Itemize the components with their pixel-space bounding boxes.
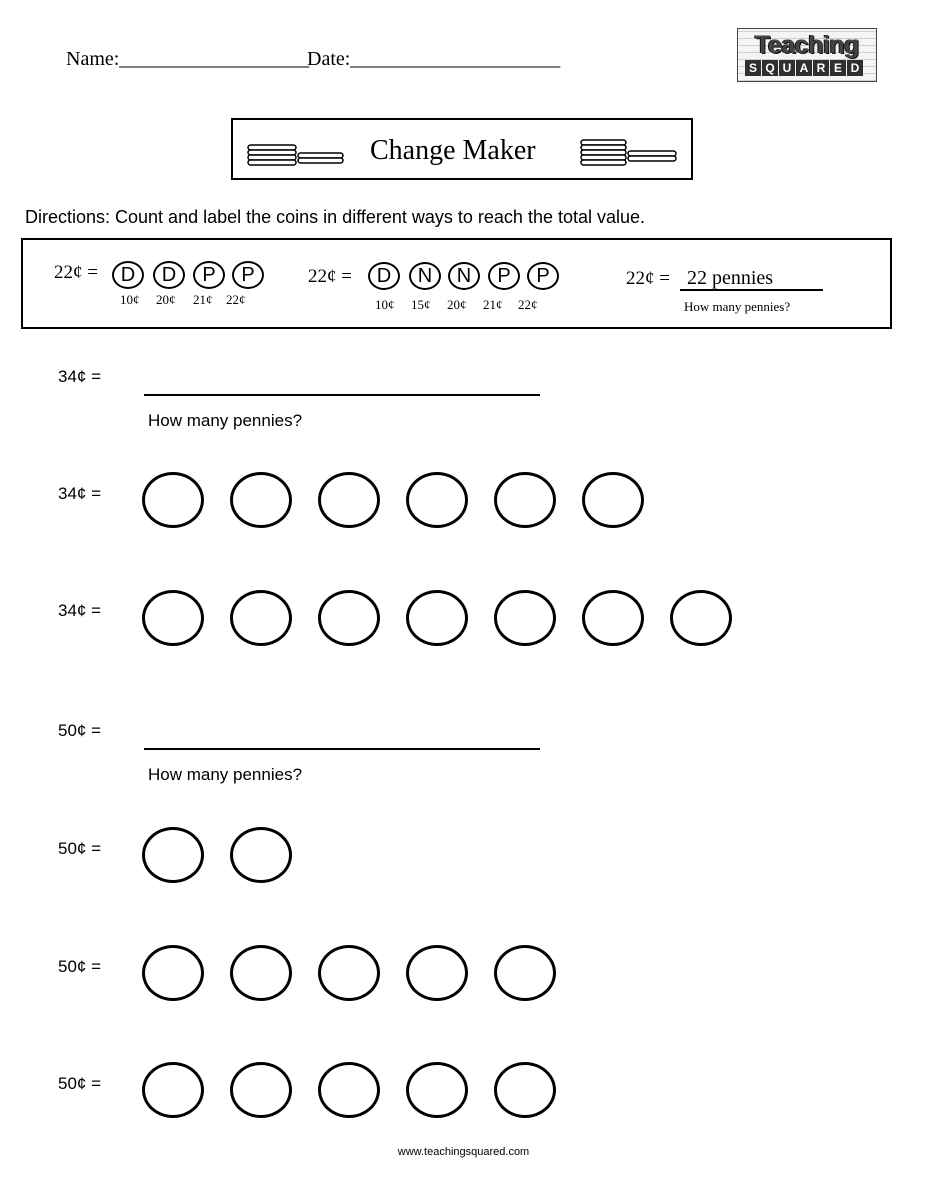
coin-blank[interactable] <box>582 590 644 646</box>
example-coin: D <box>112 261 144 289</box>
directions-text: Directions: Count and label the coins in different ways to reach the total value. <box>25 207 646 227</box>
example-running-total: 20¢ <box>156 292 176 307</box>
coin-blank[interactable] <box>406 945 468 1001</box>
example-running-total: 22¢ <box>226 292 246 307</box>
example-coin: D <box>368 262 400 290</box>
example-coin: D <box>153 261 185 289</box>
coin-blank[interactable] <box>142 827 204 883</box>
example-coin: P <box>232 261 264 289</box>
example-3-answer-line <box>680 289 823 291</box>
coin-blank[interactable] <box>406 1062 468 1118</box>
footer-url: www.teachingsquared.com <box>397 1146 530 1158</box>
example-running-total: 21¢ <box>193 292 213 307</box>
coin-blank[interactable] <box>230 472 292 528</box>
coin-blank[interactable] <box>494 1062 556 1118</box>
example-3-label: 22¢ = <box>626 268 670 289</box>
logo-letter: S <box>745 60 761 76</box>
example-coin: N <box>409 262 441 290</box>
coin-blank[interactable] <box>230 827 292 883</box>
pennies-question: How many pennies? <box>148 765 303 784</box>
problem-label: 50¢ = <box>58 721 102 740</box>
coin-blank[interactable] <box>406 472 468 528</box>
coin-blank[interactable] <box>670 590 732 646</box>
coin-stack-left-icon <box>246 139 346 169</box>
coin-blank[interactable] <box>318 472 380 528</box>
logo-teaching-text: Teaching <box>755 31 859 59</box>
example-running-total: 22¢ <box>518 297 538 312</box>
example-1-label: 22¢ = <box>54 262 98 283</box>
logo-letter: U <box>779 60 795 76</box>
coin-stack-right-icon <box>579 137 679 167</box>
example-coin: P <box>193 261 225 289</box>
example-coin: N <box>448 262 480 290</box>
problem-label: 50¢ = <box>58 1074 102 1093</box>
example-running-total: 21¢ <box>483 297 503 312</box>
example-running-total: 20¢ <box>447 297 467 312</box>
pennies-answer-line[interactable] <box>144 748 540 750</box>
example-3-answer: 22 pennies <box>687 267 774 289</box>
problem-label: 50¢ = <box>58 957 102 976</box>
page-title: Change Maker <box>370 135 536 166</box>
problem-label: 50¢ = <box>58 839 102 858</box>
pennies-question: How many pennies? <box>148 411 303 430</box>
coin-blank[interactable] <box>318 1062 380 1118</box>
coin-blank[interactable] <box>230 945 292 1001</box>
coin-blank[interactable] <box>318 590 380 646</box>
coin-blank[interactable] <box>230 1062 292 1118</box>
example-3-sublabel: How many pennies? <box>684 299 791 314</box>
coin-blank[interactable] <box>142 945 204 1001</box>
problem-label: 34¢ = <box>58 367 102 386</box>
example-running-total: 10¢ <box>375 297 395 312</box>
logo-letter: A <box>796 60 812 76</box>
coin-blank[interactable] <box>230 590 292 646</box>
example-coin: P <box>488 262 520 290</box>
example-running-total: 15¢ <box>411 297 431 312</box>
coin-blank[interactable] <box>494 472 556 528</box>
coin-blank[interactable] <box>142 472 204 528</box>
coin-blank[interactable] <box>582 472 644 528</box>
logo-letter: R <box>813 60 829 76</box>
date-field[interactable]: Date:_____________________ <box>307 48 561 70</box>
logo-letter: D <box>847 60 863 76</box>
pennies-answer-line[interactable] <box>144 394 540 396</box>
coin-blank[interactable] <box>142 1062 204 1118</box>
example-2-label: 22¢ = <box>308 266 352 287</box>
problem-label: 34¢ = <box>58 484 102 503</box>
name-field[interactable]: Name:___________________ <box>66 48 310 70</box>
example-running-total: 10¢ <box>120 292 140 307</box>
coin-blank[interactable] <box>406 590 468 646</box>
teaching-squared-logo <box>737 28 877 82</box>
logo-letter: E <box>830 60 846 76</box>
logo-squared-letters <box>745 60 863 76</box>
example-coin: P <box>527 262 559 290</box>
problem-label: 34¢ = <box>58 601 102 620</box>
logo-letter: Q <box>762 60 778 76</box>
coin-blank[interactable] <box>318 945 380 1001</box>
coin-blank[interactable] <box>494 590 556 646</box>
coin-blank[interactable] <box>494 945 556 1001</box>
coin-blank[interactable] <box>142 590 204 646</box>
